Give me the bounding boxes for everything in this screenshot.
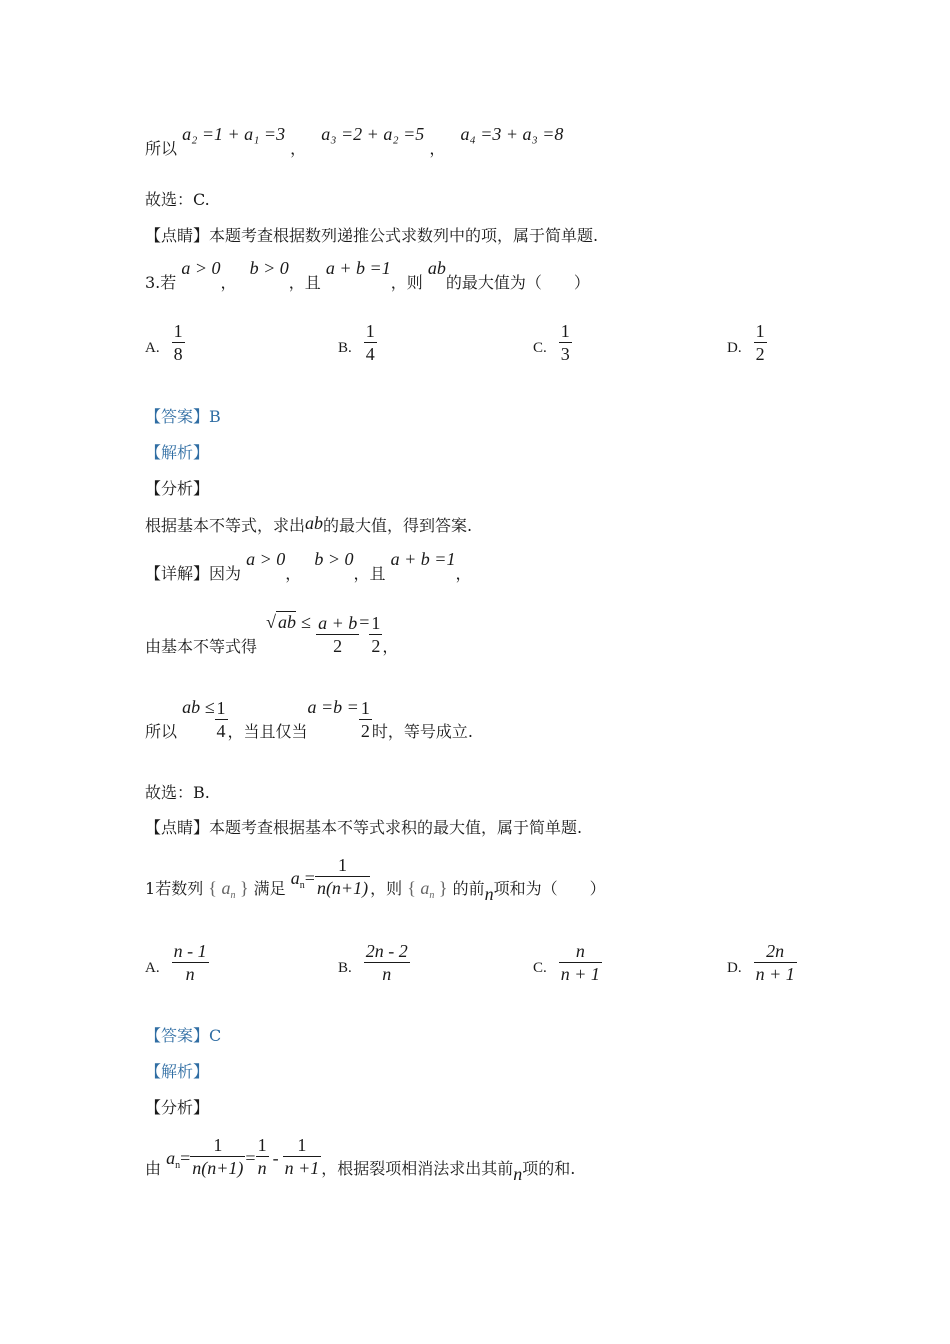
a-n: $a_n$ — [290, 868, 305, 891]
question-number: 3. — [145, 273, 161, 292]
line-guxuan-c: 故选：C. — [145, 190, 210, 209]
text: 若数列 — [155, 879, 204, 898]
dianjing-text: 本题考查根据数列递推公式求数列中的项，属于简单题. — [209, 226, 599, 245]
a: a — [290, 868, 300, 888]
text: 由基本不等式得 — [145, 637, 258, 656]
question-4 — [145, 854, 606, 904]
a: a — [420, 878, 430, 898]
numerator: 2n — [766, 941, 785, 961]
q4-option-c[interactable] — [533, 940, 602, 984]
denominator: n — [382, 964, 392, 984]
fraction — [256, 1134, 269, 1179]
numerator: 1 — [755, 321, 765, 341]
sqrt-expr: √ ab — [266, 612, 296, 632]
q4-split-terms — [145, 1134, 576, 1184]
q3-option-b[interactable] — [338, 320, 377, 364]
seq-a-n: { $a_n$ } — [208, 878, 249, 901]
numerator: 1 — [360, 698, 370, 718]
numerator: 1 — [213, 1135, 223, 1155]
denominator: 2 — [360, 721, 370, 741]
q3-option-a[interactable] — [145, 320, 185, 364]
text: ，且 — [353, 564, 386, 583]
a-n: $a_n$ — [166, 1148, 181, 1171]
cond-b: b > 0 — [249, 258, 289, 278]
fraction — [190, 1134, 245, 1179]
q4-option-d[interactable] — [727, 940, 797, 984]
option-label: A. — [145, 960, 160, 976]
minus-sign: - — [272, 1148, 279, 1168]
option-label: D. — [727, 960, 742, 976]
numerator: a + b — [318, 613, 358, 633]
cond-a: a > 0 — [181, 258, 221, 278]
a: a — [166, 1148, 176, 1168]
fraction — [369, 612, 382, 657]
option-label: D. — [727, 340, 742, 356]
text: ，当且仅当 — [227, 722, 308, 741]
text: 的最大值，得到答案. — [323, 516, 473, 535]
var-ab: ab — [305, 513, 324, 533]
q3-answer: 【答案】B — [145, 407, 221, 426]
numerator: 1 — [216, 698, 226, 718]
fraction — [283, 1134, 322, 1179]
eq-sign: = — [359, 612, 370, 632]
text: 由 — [145, 1159, 162, 1178]
var-n: n — [513, 1164, 523, 1184]
q3-guxuan: 故选：B. — [145, 783, 210, 802]
option-label: C. — [533, 340, 547, 356]
denominator: 2 — [371, 636, 381, 656]
line-recurrence — [145, 124, 564, 159]
text: 的前 — [452, 879, 485, 898]
tag-xiangjie: 【详解】 — [145, 564, 210, 583]
option-label: C. — [533, 960, 547, 976]
denominator: n + 1 — [755, 964, 795, 984]
question-number: 1 — [145, 879, 156, 898]
q4-jiexi: 【解析】 — [145, 1062, 210, 1081]
q3-equality — [145, 697, 473, 742]
sep: ， — [285, 564, 302, 583]
fraction — [315, 854, 370, 899]
denominator: n(n+1) — [192, 1158, 244, 1178]
sqrt-content: ab — [278, 612, 296, 632]
q4-fenxi: 【分析】 — [145, 1098, 210, 1117]
sep: ， — [455, 564, 472, 583]
text: 本题考查根据基本不等式求积的最大值，属于简单题. — [209, 818, 583, 837]
text: 因为 — [209, 564, 242, 583]
eq-sign: = — [304, 868, 315, 888]
q3-option-d[interactable] — [727, 320, 767, 364]
fraction — [172, 320, 185, 365]
q4-option-b[interactable] — [338, 940, 410, 984]
denominator: n — [185, 964, 195, 984]
q4-answer: 【答案】C — [145, 1026, 222, 1045]
text: 所以 — [145, 722, 178, 741]
denominator: n + 1 — [560, 964, 600, 984]
q3-option-c[interactable] — [533, 320, 572, 364]
text: ，则 — [370, 879, 403, 898]
tag-dianjing: 【点睛】 — [145, 818, 210, 837]
text: 满足 — [253, 879, 286, 898]
option-label: B. — [338, 960, 352, 976]
eq-a2: a₂ =1 + a₁ =3 — [182, 124, 286, 144]
q3-jiexi: 【解析】 — [145, 443, 210, 462]
cond-sum: a + b =1 — [325, 258, 391, 278]
cond-a: a > 0 — [246, 549, 286, 569]
fraction — [316, 612, 359, 657]
text: 时，等号成立. — [371, 722, 473, 741]
text: 根据基本不等式，求出 — [145, 516, 306, 535]
fraction — [754, 320, 767, 365]
fraction — [364, 320, 377, 365]
q4-option-a[interactable] — [145, 940, 209, 984]
denominator: n — [257, 1158, 267, 1178]
sep: ， — [429, 139, 446, 158]
q3-inequality — [145, 612, 398, 657]
text: ，根据裂项相消法求出其前 — [321, 1159, 514, 1178]
seq-a-n: { $a_n$ } — [407, 878, 448, 901]
denominator: 4 — [216, 721, 226, 741]
q3-dianjing — [145, 818, 582, 838]
numerator: 1 — [338, 855, 347, 875]
denominator: n(n+1) — [316, 878, 369, 898]
denominator: 4 — [365, 344, 375, 364]
a: a — [221, 878, 231, 898]
text: 项和为（ ） — [493, 879, 606, 898]
line-dianjing-1 — [145, 226, 598, 246]
numerator: 1 — [257, 1135, 267, 1155]
text-suoyi: 所以 — [145, 139, 178, 158]
numerator: 1 — [173, 321, 183, 341]
a-eq-b: a =b = — [307, 697, 359, 717]
var-n: n — [484, 884, 494, 904]
leq-sign: ≤ — [301, 612, 311, 632]
q3-w1: 若 — [160, 273, 177, 292]
fraction — [172, 940, 209, 985]
eq-sign: = — [180, 1148, 191, 1168]
q3-xiangjie — [145, 549, 472, 584]
q3-w3: ，则 — [390, 273, 423, 292]
var-ab: ab — [427, 258, 446, 278]
fraction — [559, 320, 572, 365]
numerator: n — [575, 941, 585, 961]
fraction — [754, 940, 797, 985]
numerator: 2n - 2 — [365, 941, 408, 961]
ab-leq: ab ≤ — [182, 697, 215, 717]
option-label: B. — [338, 340, 352, 356]
numerator: 1 — [365, 321, 375, 341]
option-label: A. — [145, 340, 160, 356]
denominator: 2 — [333, 636, 343, 656]
q3-w2: ，且 — [288, 273, 321, 292]
fraction — [359, 697, 372, 742]
text: ， — [382, 637, 399, 656]
denominator: 3 — [560, 344, 570, 364]
numerator: n - 1 — [173, 941, 207, 961]
numerator: 1 — [297, 1135, 307, 1155]
q3-w4: 的最大值为（ ） — [445, 273, 590, 292]
numerator: 1 — [560, 321, 570, 341]
q3-fenxi-text — [145, 515, 472, 536]
q3-fenxi: 【分析】 — [145, 479, 210, 498]
sep: ， — [220, 273, 237, 292]
eq-a3: a₃ =2 + a₂ =5 — [321, 124, 425, 144]
eq-a4: a₄ =3 + a₃ =8 — [460, 124, 564, 144]
cond-sum: a + b =1 — [390, 549, 456, 569]
sep: ， — [290, 139, 307, 158]
numerator: 1 — [371, 613, 381, 633]
denominator: n +1 — [284, 1158, 320, 1178]
fraction — [364, 940, 410, 985]
tag-dianjing: 【点睛】 — [145, 226, 210, 245]
question-3 — [145, 258, 590, 293]
eq-sign: = — [245, 1148, 256, 1168]
denominator: 2 — [755, 344, 765, 364]
cond-b: b > 0 — [314, 549, 354, 569]
text: 项的和. — [522, 1159, 576, 1178]
denominator: 8 — [173, 344, 183, 364]
fraction — [559, 940, 602, 985]
fraction — [215, 697, 228, 742]
